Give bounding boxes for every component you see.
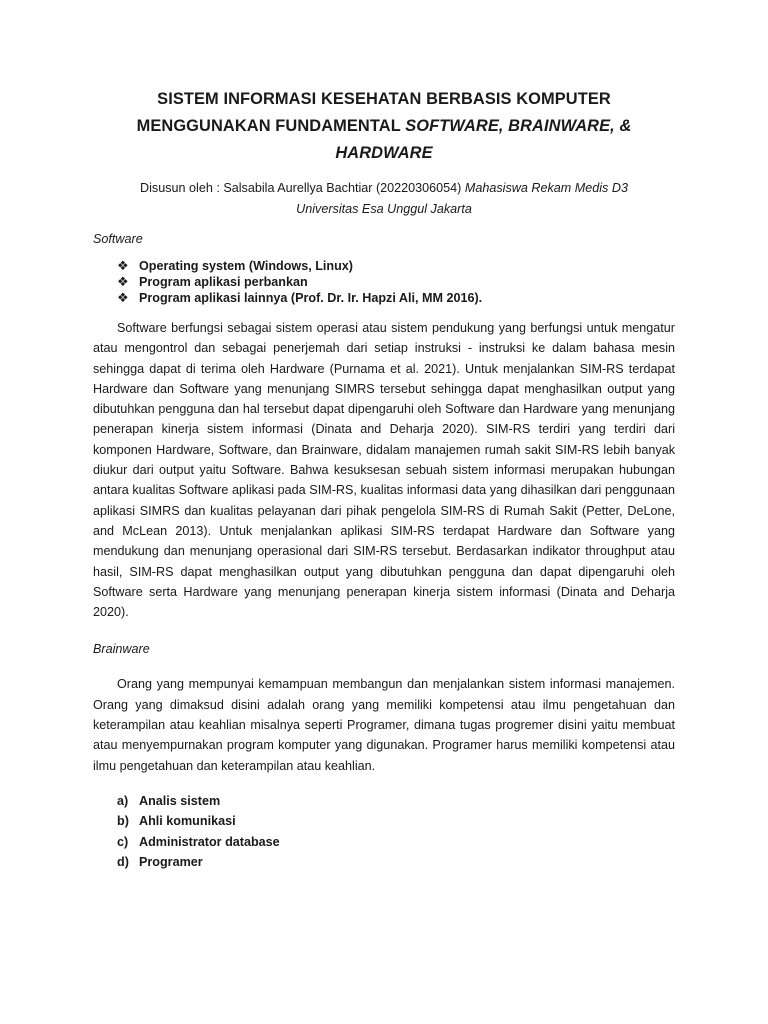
list-item xyxy=(117,832,675,853)
author-institution: Universitas Esa Unggul Jakarta xyxy=(296,202,472,216)
list-item-label: d) xyxy=(117,855,129,870)
list-item-label: c) xyxy=(117,834,129,849)
diamond-bullet-icon: ❖ xyxy=(117,274,129,289)
author-role: Mahasiswa Rekam Medis D3 xyxy=(464,181,628,195)
software-paragraph: Software berfungsi sebagai sistem operasi atau sistem pendukung yang berfungsi untuk mengatur atau mengontrol dan sebagai penerjemah dari setiap instruksi - instruksi ke dalam bahasa mesin sehingga dapat di terima oleh Hardware (Purnama et al. 2021). Untuk menjalankan SIM-RS terdapat Hardware dan Software yang menunjang SIMRS tersebut sehingga dapat menghasilkan output yang dibutuhkan pengguna dan hal tersebut dapat dipengaruhi oleh Software dan Hardware yang menunjang penerapan kinerja sistem informasi (Dinata and Deharja 2020). SIM-RS terdiri yang terdiri dari komponen Hardware, Software, dan Brainware, didalam manajemen rumah sakit SIM-RS lebih banyak diukur dari output yaitu Software. Bahwa kesuksesan sebuah sistem informasi merupakan hubungan antara kualitas Software aplikasi pada SIM-RS, kualitas informasi data yang dihasilkan dari penggunaan aplikasi SIMRS dan kualitas pelayanan dari pihak pengelola SIM-RS di Rumah Sakit (Petter, DeLone, and McLean 2013). Untuk menjalankan aplikasi SIM-RS terdapat Hardware dan Software yang mendukung dan menunjang operasional dari SIM-RS tersebut. Berdasarkan indikator throughput atau hasil, SIM-RS dapat menghasilkan output yang dibutuhkan pengguna dan dapat dipengaruhi oleh Software serta Hardware yang menunjang penerapan kinerja sistem informasi (Dinata and Deharja 2020). xyxy=(93,321,675,620)
list-item xyxy=(117,290,675,306)
title-line-1: SISTEM INFORMASI KESEHATAN BERBASIS KOMPUTER xyxy=(157,90,611,108)
author-info xyxy=(93,178,675,220)
diamond-bullet-icon: ❖ xyxy=(117,258,129,273)
software-bullet-list xyxy=(117,258,675,306)
list-item-text: Operating system (Windows, Linux) xyxy=(139,259,354,273)
list-item-text: Ahli komunikasi xyxy=(139,814,236,829)
list-item-label: a) xyxy=(117,793,129,808)
list-item-text: Analis sistem xyxy=(139,793,221,808)
list-item-text: Program aplikasi perbankan xyxy=(139,275,308,289)
list-item-label: b) xyxy=(117,814,129,829)
diamond-bullet-icon: ❖ xyxy=(117,290,129,305)
list-item xyxy=(117,791,675,812)
list-item-text: Program aplikasi lainnya (Prof. Dr. Ir. Hapzi Ali, MM 2016). xyxy=(139,291,483,305)
brainware-heading: Brainware xyxy=(93,642,150,657)
title-line-2-italic: SOFTWARE, BRAINWARE, & xyxy=(405,117,632,135)
title-line-3-italic: HARDWARE xyxy=(335,144,433,162)
software-heading: Software xyxy=(93,232,143,246)
brainware-paragraph: Orang yang mempunyai kemampuan membangun dan menjalankan sistem informasi manajemen. Orang yang dimaksud disini adalah orang yang memiliki kompetensi atau ilmu pengetahuan dan keterampilan atau keahlian misalnya seperti Programer, dimana tugas progremer disini yaitu membuat atau menyempurnakan program komputer yang digunakan. Programer harus memiliki kompetensi atau ilmu pengetahuan dan keterampilan atau keahlian. xyxy=(93,677,675,773)
list-item xyxy=(117,811,675,832)
list-item xyxy=(117,258,675,274)
document-title xyxy=(93,86,675,167)
list-item-text: Administrator database xyxy=(139,834,280,849)
list-item xyxy=(117,852,675,873)
author-prefix: Disusun oleh : Salsabila Aurellya Bachtiar (20220306054) xyxy=(140,181,465,195)
brainware-list xyxy=(117,791,675,873)
list-item-text: Programer xyxy=(139,855,203,870)
title-line-2-plain: MENGGUNAKAN FUNDAMENTAL xyxy=(136,117,406,135)
list-item xyxy=(117,274,675,290)
